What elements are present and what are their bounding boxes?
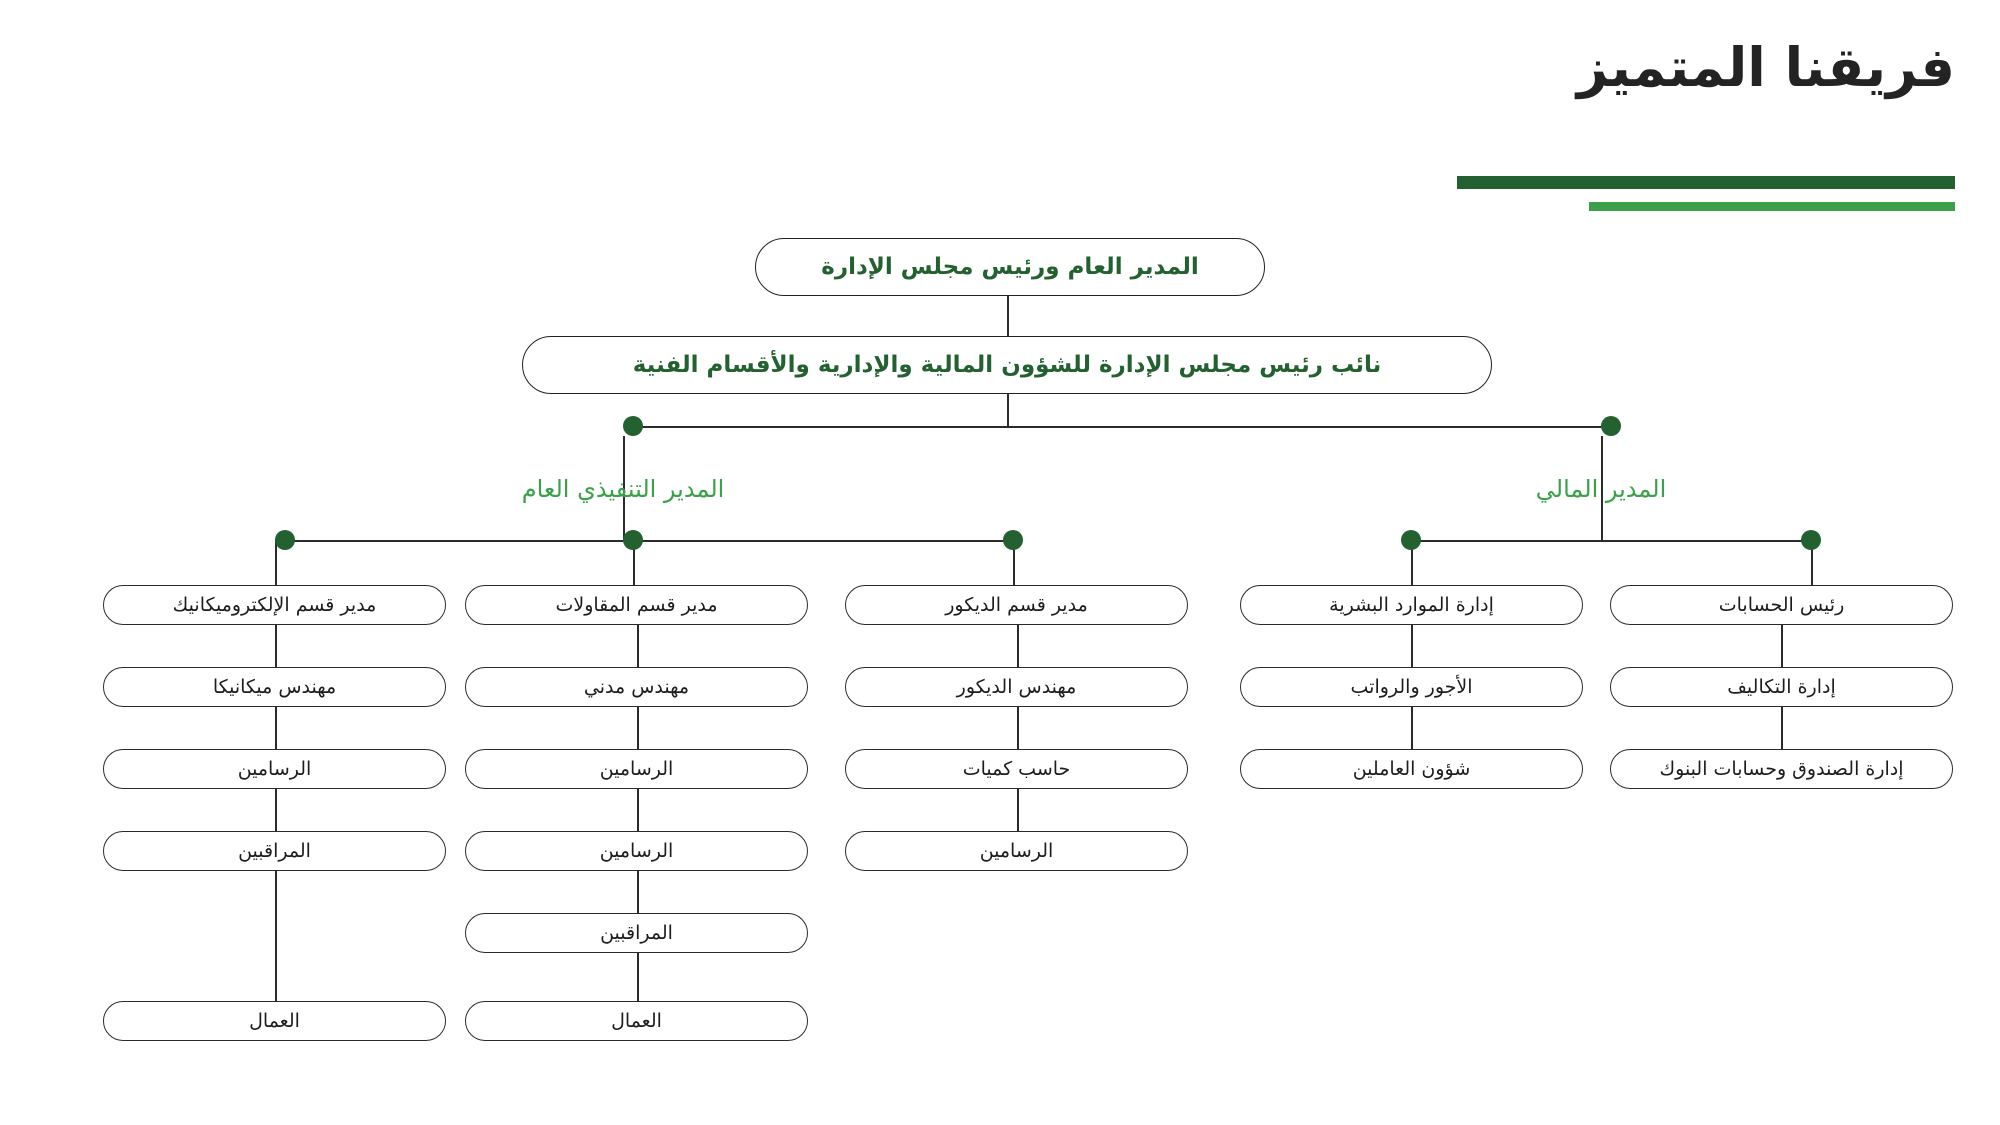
connector-decor-2-3 [1017, 789, 1019, 831]
division-bus-dot-right [1601, 416, 1621, 436]
node-human-resources-2[interactable]: شؤون العاملين [1240, 749, 1583, 789]
title-underline-dark [1457, 176, 1955, 189]
connector-human-resources-1-2 [1411, 707, 1413, 749]
title-underline-light [1589, 202, 1955, 211]
node-decor-1[interactable]: مهندس الديكور [845, 667, 1188, 707]
node-general-manager[interactable]: المدير العام ورئيس مجلس الإدارة [755, 238, 1265, 296]
node-electromechanical-4[interactable]: العمال [103, 1001, 446, 1041]
node-decor-2[interactable]: حاسب كميات [845, 749, 1188, 789]
connector-human-resources-0-1 [1411, 625, 1413, 667]
connector-contracting-2-3 [637, 789, 639, 831]
node-contracting-1[interactable]: مهندس مدني [465, 667, 808, 707]
connector-contracting-3-4 [637, 871, 639, 913]
node-contracting-0[interactable]: مدير قسم المقاولات [465, 585, 808, 625]
division-bus-dot-left [623, 416, 643, 436]
node-contracting-2[interactable]: الرسامين [465, 749, 808, 789]
executive-bus-dot-left [275, 530, 295, 550]
connector-gm-to-deputy [1007, 296, 1009, 336]
division-label-finance[interactable]: المدير المالي [1535, 475, 1667, 503]
node-accounts-1[interactable]: إدارة التكاليف [1610, 667, 1953, 707]
division-label-executive[interactable]: المدير التنفيذي العام [521, 475, 725, 503]
node-electromechanical-3[interactable]: المراقبين [103, 831, 446, 871]
node-human-resources-1[interactable]: الأجور والرواتب [1240, 667, 1583, 707]
executive-bus-line [285, 540, 1013, 542]
division-bus-line [633, 426, 1611, 428]
connector-accounts-0-1 [1781, 625, 1783, 667]
connector-deputy-to-division-bus [1007, 394, 1009, 426]
connector-electromechanical-3-4 [275, 871, 277, 1001]
node-accounts-2[interactable]: إدارة الصندوق وحسابات البنوك [1610, 749, 1953, 789]
node-contracting-5[interactable]: العمال [465, 1001, 808, 1041]
node-human-resources-0[interactable]: إدارة الموارد البشرية [1240, 585, 1583, 625]
connector-contracting-1-2 [637, 707, 639, 749]
executive-bus-dot-mid [623, 530, 643, 550]
node-deputy-chairman[interactable]: نائب رئيس مجلس الإدارة للشؤون المالية والإدارية والأقسام الفنية [522, 336, 1492, 394]
connector-electromechanical-2-3 [275, 789, 277, 831]
node-decor-0[interactable]: مدير قسم الديكور [845, 585, 1188, 625]
node-contracting-4[interactable]: المراقبين [465, 913, 808, 953]
node-accounts-0[interactable]: رئيس الحسابات [1610, 585, 1953, 625]
connector-accounts-1-2 [1781, 707, 1783, 749]
node-decor-3[interactable]: الرسامين [845, 831, 1188, 871]
executive-bus-dot-right [1003, 530, 1023, 550]
connector-electromechanical-1-2 [275, 707, 277, 749]
page-title: فريقنا المتميز [1576, 36, 1955, 99]
node-contracting-3[interactable]: الرسامين [465, 831, 808, 871]
node-electromechanical-2[interactable]: الرسامين [103, 749, 446, 789]
node-electromechanical-0[interactable]: مدير قسم الإلكتروميكانيك [103, 585, 446, 625]
finance-bus-line [1411, 540, 1811, 542]
connector-bus-to-electromechanical [275, 540, 277, 585]
finance-bus-dot-right [1801, 530, 1821, 550]
connector-contracting-4-5 [637, 953, 639, 1001]
title-block [1255, 38, 1955, 98]
connector-contracting-0-1 [637, 625, 639, 667]
connector-decor-1-2 [1017, 707, 1019, 749]
connector-electromechanical-0-1 [275, 625, 277, 667]
finance-bus-dot-left [1401, 530, 1421, 550]
connector-decor-0-1 [1017, 625, 1019, 667]
node-electromechanical-1[interactable]: مهندس ميكانيكا [103, 667, 446, 707]
